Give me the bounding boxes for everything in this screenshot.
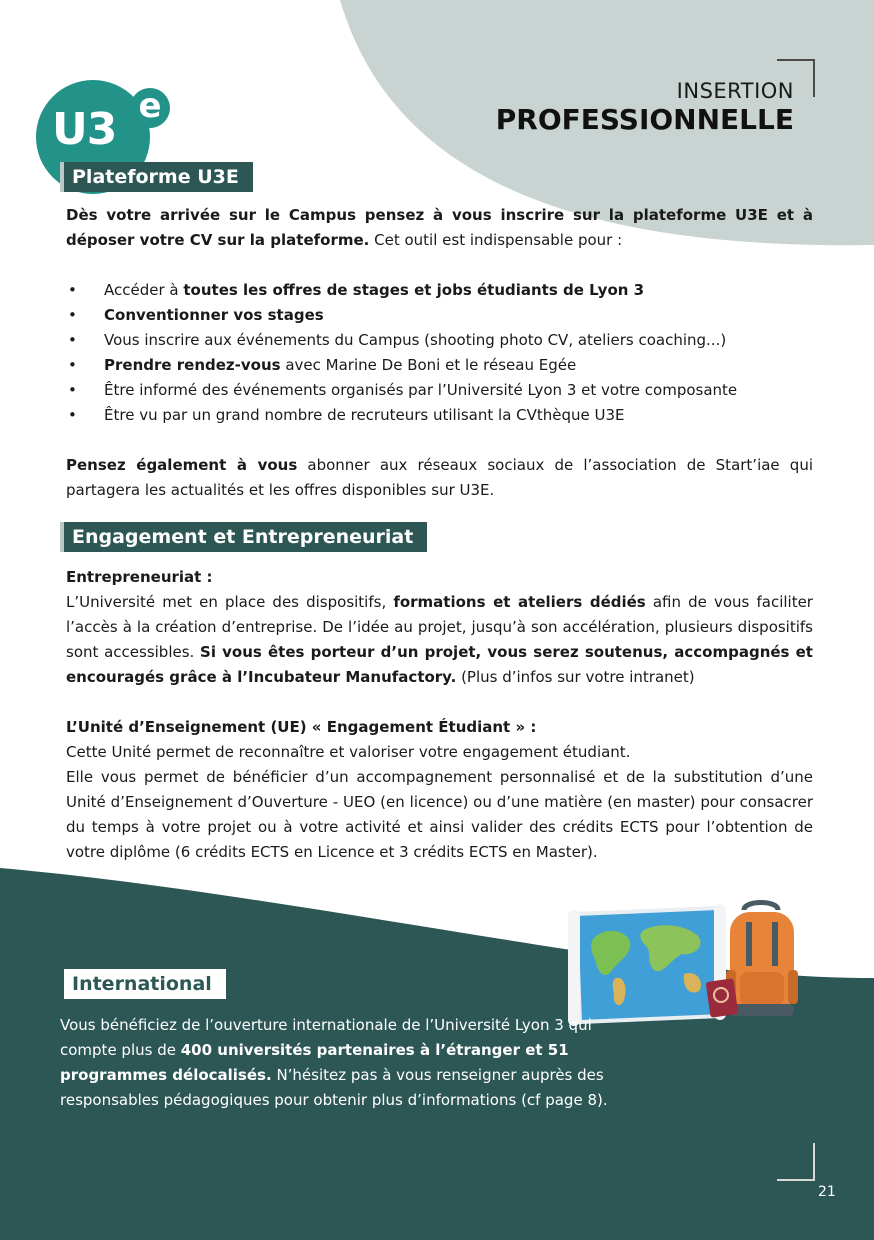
- section-title-u3e: Plateforme U3E: [60, 162, 253, 192]
- u3e-outro: [66, 453, 813, 503]
- u3e-outro-rest: abonner aux réseaux sociaux de l’association de Start’iae qui partagera les actualités et les offres disponibles sur U3E.: [66, 456, 813, 499]
- ue-heading: L’Unité d’Enseignement (UE) « Engagement Étudiant » :: [66, 718, 537, 736]
- u3e-bullet-list: [66, 278, 813, 428]
- u3e-outro-bold: Pensez également à vous: [66, 456, 298, 474]
- u3e-intro-rest: Cet outil est indispensable pour :: [369, 231, 623, 249]
- header-professionnelle: PROFESSIONNELLE: [495, 103, 794, 136]
- ue-engagement-block: [66, 715, 813, 865]
- ue-paragraph-1: Cette Unité permet de reconnaître et valoriser votre engagement étudiant.: [66, 743, 631, 761]
- list-item: • Prendre rendez-vous avec Marine De Boni et le réseau Egée: [66, 353, 813, 378]
- list-item: • Accéder à toutes les offres de stages et jobs étudiants de Lyon 3: [66, 278, 813, 303]
- header-insertion: INSERTION: [676, 79, 794, 103]
- world-map-icon: [568, 904, 726, 1026]
- ue-paragraph-2: Elle vous permet de bénéficier d’un accompagnement personnalisé et de la substitution d’une Unité d’Enseignement d’Ouverture - UEO (en licence) ou d’une matière (en master) pour consacrer du temps à votre projet ou à votre activité et ainsi valider des crédits ECTS pour l’obtention de votre diplôme (6 crédits ECTS en Licence et 3 crédits ECTS en Master).: [66, 768, 813, 861]
- page-number: 21: [818, 1184, 836, 1200]
- u3e-intro: [66, 203, 813, 253]
- entrepreneuriat-block: Entrepreneuriat : L’Université met en place des dispositifs, formations et ateliers dédiés afin de vous faciliter l’accès à la création d’entreprise. De l’idée au projet, jusqu’à son accélération, plusieurs dispositifs sont accessibles. Si vous êtes porteur d’un projet, vous serez soutenus, accompagnés et encouragés grâce à l’Incubateur Manufactory. (Plus d’infos sur votre intranet): [66, 568, 813, 686]
- international-paragraph: Vous bénéficiez de l’ouverture internationale de l’Université Lyon 3 qui compte plus de 400 universités partenaires à l’étranger et 51 programmes délocalisés. N’hésitez pas à vous renseigner auprès des responsables pédagogiques pour obtenir plus d’informations (cf page 8).: [60, 1016, 608, 1109]
- list-item: • Être informé des événements organisés par l’Université Lyon 3 et votre composante: [66, 378, 813, 403]
- section-title-international: International: [60, 969, 226, 999]
- logo-text: U3: [52, 104, 117, 155]
- list-item: • Être vu par un grand nombre de recruteurs utilisant la CVthèque U3E: [66, 403, 813, 428]
- corner-mark-bottom: [777, 1143, 815, 1181]
- section-title-engagement: Engagement et Entrepreneuriat: [60, 522, 427, 552]
- backpack-icon: [726, 903, 798, 1017]
- u3e-intro-bold: Dès votre arrivée sur le Campus pensez à vous inscrire sur la plateforme U3E et à déposer votre CV sur la plateforme.: [66, 206, 813, 249]
- page-header: [496, 78, 794, 136]
- list-item: • Vous inscrire aux événements du Campus (shooting photo CV, ateliers coaching...): [66, 328, 813, 353]
- passport-icon: [706, 978, 739, 1018]
- list-item: • Conventionner vos stages: [66, 303, 813, 328]
- logo-superscript: e: [130, 88, 170, 128]
- entrepreneuriat-heading: Entrepreneuriat :: [66, 568, 213, 586]
